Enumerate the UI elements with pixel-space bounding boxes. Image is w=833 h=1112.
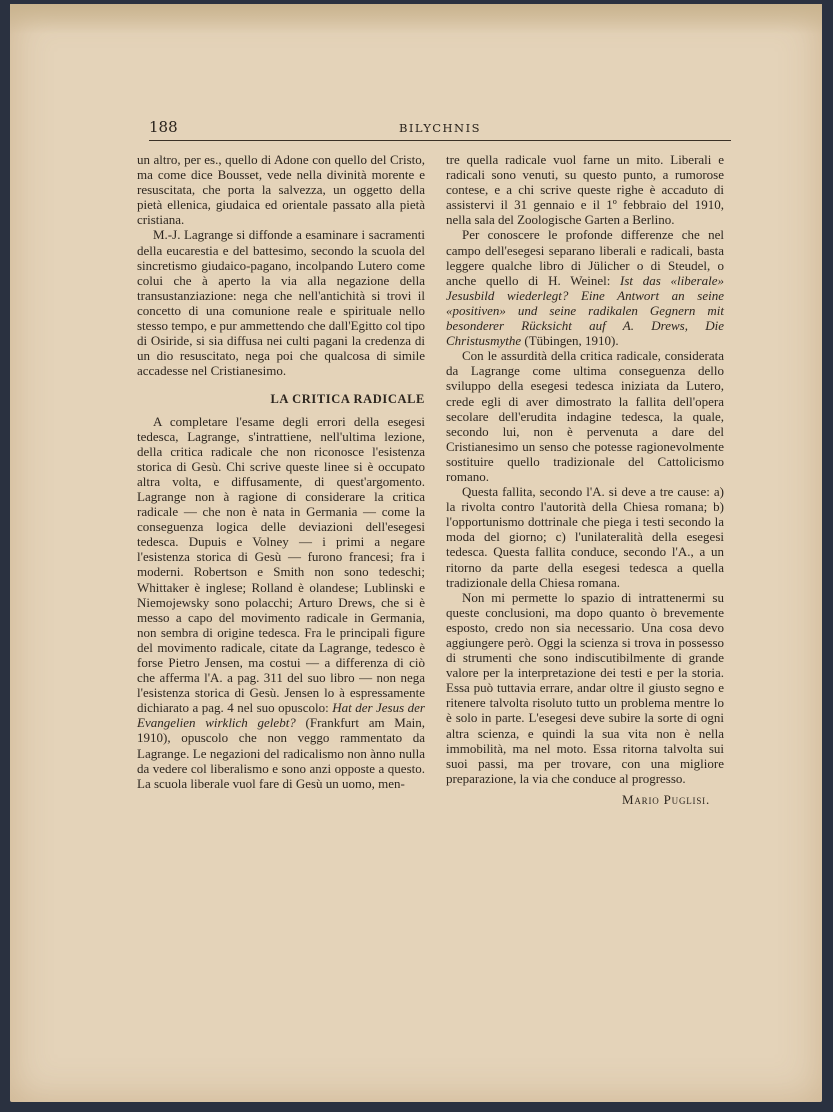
section-title: LA CRITICA RADICALE	[270, 392, 425, 407]
paragraph-text: (Frankfurt am Main, 1910), opuscolo che non veggo rammentato da Lagrange. Le negazioni del radicalismo non ànno nulla da vedere col liberalismo e sono anzi opposte a questo. La scuola liberale vuol fare di Gesù un uomo, men-	[137, 715, 425, 791]
paragraph: Questa fallita, secondo l'A. si deve a tre cause: a) la rivolta contro l'autorità della Chiesa romana; b) l'opportunismo dottrinale che piega i testi secondo la moda del giorno; c) l'unilateralità della esegesi tedesca. Questa fallita conduce, secondo l'A., a un ritorno da parte della esegesi tedesca a quella tradizionale della Chiesa romana.	[446, 484, 724, 590]
page-number: 188	[149, 118, 178, 136]
book-title: Hat der Jesus der Evangelien wirklich gelebt?	[137, 700, 425, 731]
paragraph-text: A completare l'esame degli errori della esegesi tedesca, Lagrange, s'intrattiene, nell'ultima lezione, della critica radicale che non riconosce l'esistenza storica di Gesù. Chi scrive queste linee si è occupato altra volta, e diffusamente, di quest'argomento. Lagrange non à ragione di considerare la critica radicale — che non è nata in Germania — come la conseguenza logica delle deviazioni dell'esegesi tedesca. Dupuis e Volney — i primi a negare l'esistenza storica di Gesù — furono francesi; fra i moderni. Robertson e Smith non sono tedeschi; Whittaker è inglese; Rolland è olandese; Lublinski e Niemojewsky sono polacchi; Arturo Drews, che si è messo a capo del movimento radicale in Germania, non sembra di origine tedesca. Fra le principali figure del movimento radicale, citate da Lagrange, tedesco è forse Pietro Jensen, ma costui — a differenza di ciò che afferma l'A. a pag. 311 del suo libro — non nega l'esistenza storica di Gesù. Jensen lo à espressamente dichiarato a pag. 4 nel suo opuscolo:	[137, 413, 425, 716]
page-header	[149, 116, 731, 141]
paragraph-text: (Tübingen, 1910).	[521, 333, 619, 349]
right-column	[446, 152, 724, 807]
paragraph: un altro, per es., quello di Adone con quello del Cristo, ma come dice Bousset, vede nella divinità morente e resuscitata, che porta la salvezza, un oggetto della pietà ellenica, giudaica ed orientale passato alla pietà cristiana.	[137, 152, 425, 228]
left-column	[137, 152, 425, 791]
paragraph	[137, 414, 425, 791]
paragraph	[446, 227, 724, 348]
author-signature: Mario Puglisi.	[622, 791, 710, 807]
paragraph: M.-J. Lagrange si diffonde a esaminare i sacramenti della eucarestia e del battesimo, secondo la scuola del sincretismo giudaico-pagano, incolpando Lutero come colui che à aperto la via alla negazione della transustanziazione: nega che nell'antichità si trovi il concetto di una comunione reale e spirituale nello stesso tempo, e pur ammettendo che dall'Egitto col tipo di Osiride, si sia diffusa nei culti pagani la credenza di un dio resuscitato, nega poi che qualcosa di simile accadesse nel Cristianesimo.	[137, 227, 425, 379]
paragraph: Non mi permette lo spazio di intrattenermi su queste conclusioni, ma dopo quanto ò brevemente esposto, credo non sia necessario. Una cosa devo aggiungere però. Oggi la scienza si trova in possesso di strumenti che sono indiscutibilmente di grande valore per la interpretazione dei testi e per la storia. Essa può tuttavia errare, andar oltre il giusto segno e ritenere talvolta risoluto tutto un problema mentre lo è solo in parte. L'esegesi deve subire la sorte di ogni altra scienza, e quindi la sua vita non è nella immobilità, ma nel moto. Essa ritorna talvolta sui suoi passi, ma per trovare, con una migliore preparazione, la via che conduce al progresso.	[446, 589, 724, 786]
paragraph: Con le assurdità della critica radicale, considerata da Lagrange come ultima conseguenza dello sviluppo della esegesi tedesca iniziata da Lutero, crede egli di aver dimostrato la fallita dell'opera secolare dell'erudita indagine tedesca, la quale, secondo lui, non è pervenuta a dare del Cristianesimo un senso che potesse ragionevolmente sostituire quello tradizionale del Cattolicismo romano.	[446, 348, 724, 484]
paragraph-text: Per conoscere le profonde differenze che nel campo dell'esegesi separano liberali e radicali, basta leggere qualche libro di Jülicher o di Steudel, o anche quello di H. Weinel:	[446, 227, 724, 288]
running-title: BILYCHNIS	[398, 121, 482, 135]
book-title: Ist das «liberale» Jesusbild wiederlegt? Eine Antwort an seine «positiven» und seine radikalen Gegnern mit besonderer Rücksicht auf A. Drews, Die Christusmythe	[446, 272, 724, 349]
paragraph: tre quella radicale vuol farne un mito. Liberali e radicali sono venuti, su questo punto, a rumorose contese, e a chi scrive queste righe è accaduto di assistervi il 31 gennaio e il 1º febbraio del 1910, nella sala del Zoologische Garten a Berlino.	[446, 152, 724, 228]
